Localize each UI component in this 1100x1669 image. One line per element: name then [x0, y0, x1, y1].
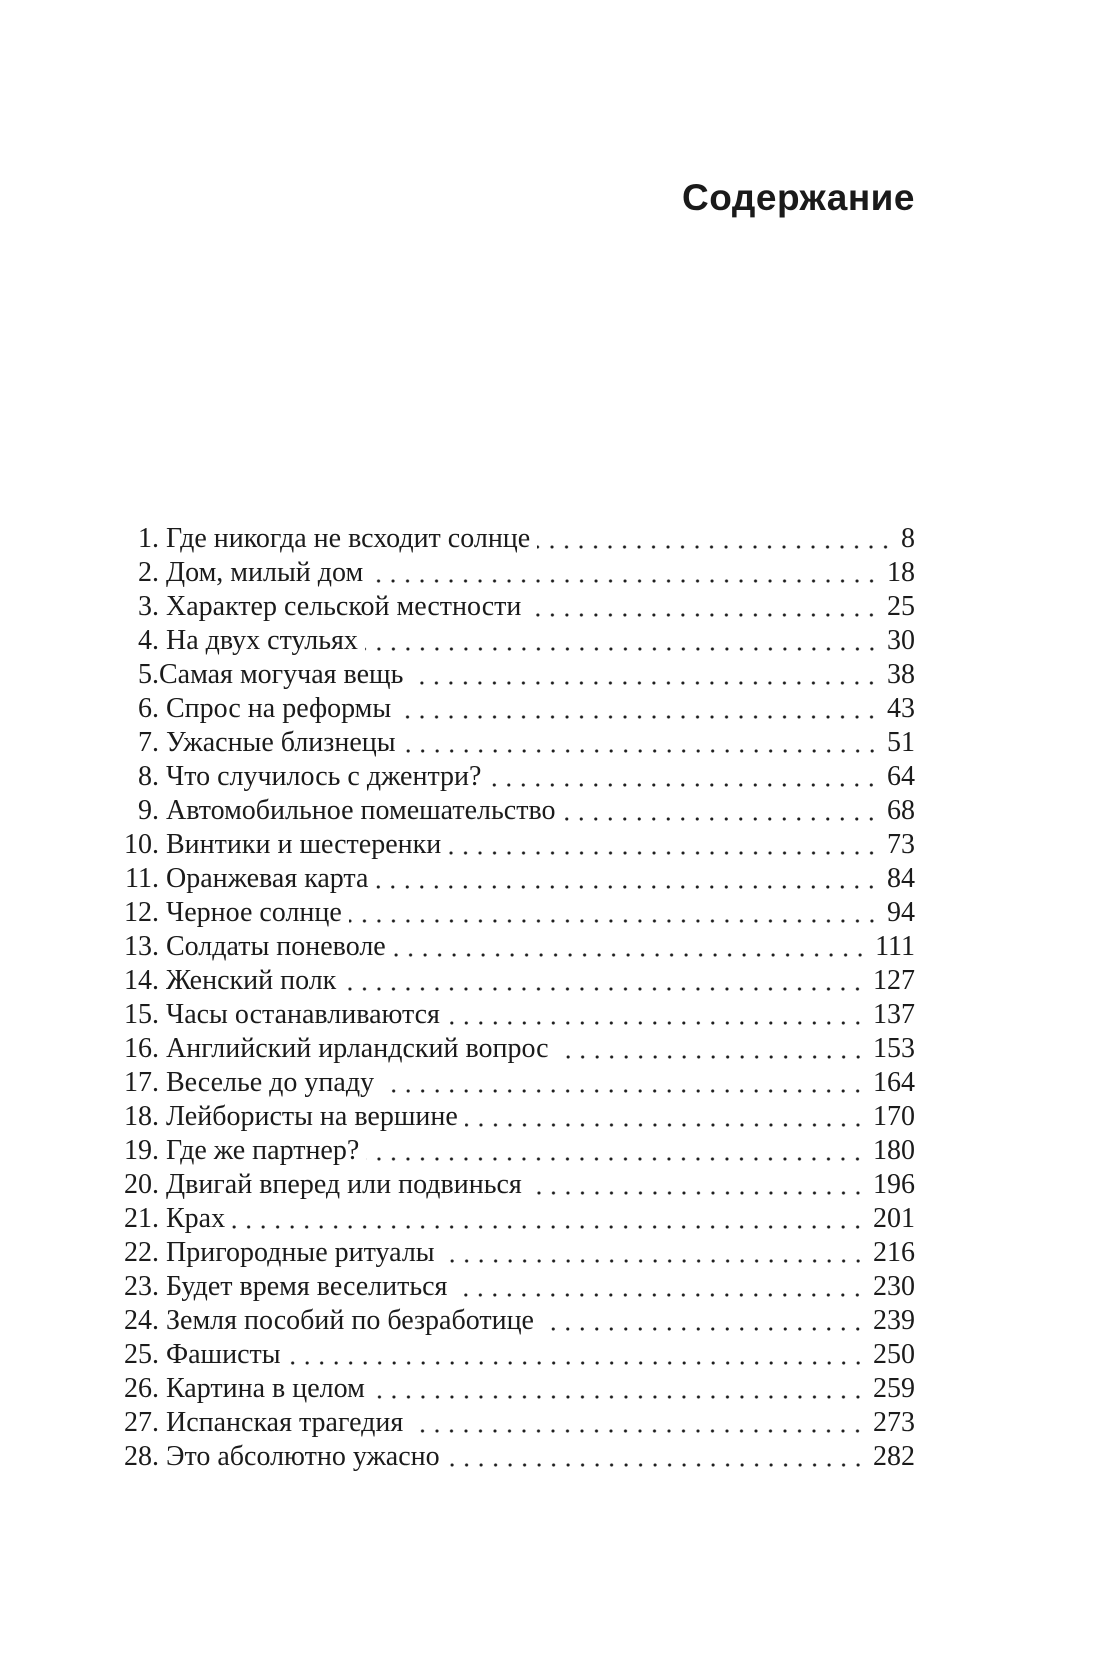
toc-entry [113, 1032, 915, 1066]
toc-entry-page: 84 [887, 863, 915, 894]
toc-entry [113, 998, 915, 1032]
dot-leader [393, 930, 870, 964]
toc-entry [113, 896, 915, 930]
toc-entry-page: 282 [873, 1441, 915, 1472]
toc-entry-page: 250 [873, 1339, 915, 1370]
toc-entry-page: 30 [887, 625, 915, 656]
dot-leader [562, 794, 882, 828]
toc-entry [113, 590, 915, 624]
toc-entry-title: Веселье до упаду [159, 1067, 375, 1098]
toc-entry-title: Фашисты [159, 1339, 281, 1370]
toc-entry [113, 1168, 915, 1202]
toc-entry-number: 12. [124, 897, 159, 928]
toc-entry-page: 259 [873, 1373, 915, 1404]
toc-entry [113, 1100, 915, 1134]
toc-entry-title: Солдаты поневоле [159, 931, 386, 962]
toc-entry-number: 17. [124, 1067, 159, 1098]
dot-leader [537, 522, 896, 556]
toc-entry-number: 1. [138, 523, 159, 554]
toc-entry-title: Дом, милый дом [159, 557, 364, 588]
toc-entry-number: 21. [124, 1203, 159, 1234]
toc-entry [113, 556, 915, 590]
toc-entry-title: Часы останавливаются [159, 999, 440, 1030]
toc-entry-page: 196 [873, 1169, 915, 1200]
dot-leader [442, 1236, 868, 1270]
toc-entry-number: 24. [124, 1305, 159, 1336]
dot-leader [410, 658, 882, 692]
toc-entry-page: 68 [887, 795, 915, 826]
toc-entry-title: Женский полк [159, 965, 337, 996]
toc-entry-page: 73 [887, 829, 915, 860]
toc-entry-page: 127 [873, 965, 915, 996]
page-title: Содержание [682, 177, 915, 218]
toc-entry-title: Винтики и шестеренки [159, 829, 442, 860]
dot-leader [447, 998, 868, 1032]
toc-entry-number: 23. [124, 1271, 159, 1302]
toc-entry [113, 1372, 915, 1406]
toc-entry-page: 51 [887, 727, 915, 758]
toc-entry-title: Английский ирландский вопрос [159, 1033, 549, 1064]
toc-entry-page: 64 [887, 761, 915, 792]
dot-leader [465, 1100, 868, 1134]
toc-entry [113, 726, 915, 760]
toc-entry-number: 4. [138, 625, 159, 656]
toc-entry [113, 930, 915, 964]
toc-entry-title: Где же партнер? [159, 1135, 360, 1166]
toc-entry-page: 8 [901, 523, 915, 554]
toc-entry-page: 170 [873, 1101, 915, 1132]
toc-entry-page: 153 [873, 1033, 915, 1064]
toc-entry-title: На двух стульях [159, 625, 358, 656]
toc-entry-number: 18. [124, 1101, 159, 1132]
toc-entry [113, 1440, 915, 1474]
toc-entry-page: 43 [887, 693, 915, 724]
toc-entry-number: 9. [138, 795, 159, 826]
toc-entry-title: Лейбористы на вершине [159, 1101, 458, 1132]
toc-entry-number: 2. [138, 557, 159, 588]
toc-entry-number: 20. [124, 1169, 159, 1200]
toc-entry-title: Автомобильное помешательство [159, 795, 556, 826]
toc-entry [113, 522, 915, 556]
toc-entry [113, 828, 915, 862]
dot-leader [232, 1202, 868, 1236]
toc-entry-page: 201 [873, 1203, 915, 1234]
dot-leader [370, 556, 882, 590]
toc-entry-title: Черное солнце [159, 897, 342, 928]
toc-entry-title: Что случилось с джентри? [159, 761, 482, 792]
toc-entry [113, 964, 915, 998]
toc-entry-title: Характер сельской местности [159, 591, 522, 622]
dot-leader [448, 828, 882, 862]
toc-entry-title: Двигай вперед или подвинься [159, 1169, 522, 1200]
toc-entry-number: 22. [124, 1237, 159, 1268]
toc-entry-title: Крах [159, 1203, 226, 1234]
toc-entry [113, 1134, 915, 1168]
toc-entry-title: Пригородные ритуалы [159, 1237, 435, 1268]
toc-entry [113, 1236, 915, 1270]
toc-list [113, 522, 915, 1474]
toc-entry-page: 180 [873, 1135, 915, 1166]
dot-leader [372, 1372, 868, 1406]
dot-leader [343, 964, 868, 998]
toc-entry-number: 14. [124, 965, 159, 996]
toc-entry [113, 624, 915, 658]
dot-leader [365, 624, 882, 658]
dot-leader [529, 1168, 868, 1202]
toc-entry-title: Картина в целом [159, 1373, 365, 1404]
dot-leader [398, 692, 882, 726]
toc-entry-title: Испанская трагедия [159, 1407, 404, 1438]
dot-leader [349, 896, 882, 930]
dot-leader [366, 1134, 868, 1168]
toc-entry-title: Будет время веселиться [159, 1271, 448, 1302]
toc-entry-number: 13. [124, 931, 159, 962]
toc-entry [113, 1066, 915, 1100]
dot-leader [288, 1338, 868, 1372]
toc-entry-number: 3. [138, 591, 159, 622]
toc-entry [113, 658, 915, 692]
dot-leader [556, 1032, 868, 1066]
dot-leader [410, 1406, 868, 1440]
toc-entry-number: 16. [124, 1033, 159, 1064]
toc-entry-number: 5. [138, 659, 159, 690]
toc-entry-page: 216 [873, 1237, 915, 1268]
toc-entry-page: 137 [873, 999, 915, 1030]
toc-entry-page: 25 [887, 591, 915, 622]
toc-entry-number: 26. [124, 1373, 159, 1404]
toc-entry-title: Где никогда не всходит солнце [159, 523, 531, 554]
toc-entry-page: 164 [873, 1067, 915, 1098]
dot-leader [381, 1066, 868, 1100]
dot-leader [488, 760, 882, 794]
toc-entry [113, 1406, 915, 1440]
toc-entry-page: 230 [873, 1271, 915, 1302]
toc-entry-number: 6. [138, 693, 159, 724]
toc-entry-title: Это абсолютно ужасно [159, 1441, 440, 1472]
dot-leader [403, 726, 882, 760]
toc-entry-number: 11. [125, 863, 159, 894]
dot-leader [541, 1304, 868, 1338]
toc-entry [113, 1304, 915, 1338]
toc-entry-page: 111 [875, 931, 915, 962]
toc-entry [113, 1338, 915, 1372]
toc-entry-title: Ужасные близнецы [159, 727, 396, 758]
toc-entry-page: 18 [887, 557, 915, 588]
toc-entry-title: Земля пособий по безработице [159, 1305, 534, 1336]
toc-entry-number: 27. [124, 1407, 159, 1438]
toc-entry [113, 794, 915, 828]
toc-entry [113, 1270, 915, 1304]
toc-entry-title: Оранжевая карта [159, 863, 369, 894]
toc-entry-number: 19. [124, 1135, 159, 1166]
toc-entry-page: 94 [887, 897, 915, 928]
toc-entry-number: 15. [124, 999, 159, 1030]
toc-entry-number: 7. [138, 727, 159, 758]
toc-entry-title: Самая могучая вещь [159, 659, 404, 690]
toc-entry [113, 692, 915, 726]
toc-entry-number: 10. [124, 829, 159, 860]
dot-leader [454, 1270, 868, 1304]
toc-entry-page: 239 [873, 1305, 915, 1336]
toc-entry [113, 1202, 915, 1236]
toc-entry-title: Спрос на реформы [159, 693, 392, 724]
dot-leader [447, 1440, 868, 1474]
toc-entry-number: 28. [124, 1441, 159, 1472]
toc-entry-number: 8. [138, 761, 159, 792]
dot-leader [375, 862, 882, 896]
toc-entry [113, 862, 915, 896]
toc-entry [113, 760, 915, 794]
toc-entry-page: 38 [887, 659, 915, 690]
toc-entry-page: 273 [873, 1407, 915, 1438]
toc-entry-number: 25. [124, 1339, 159, 1370]
dot-leader [528, 590, 882, 624]
